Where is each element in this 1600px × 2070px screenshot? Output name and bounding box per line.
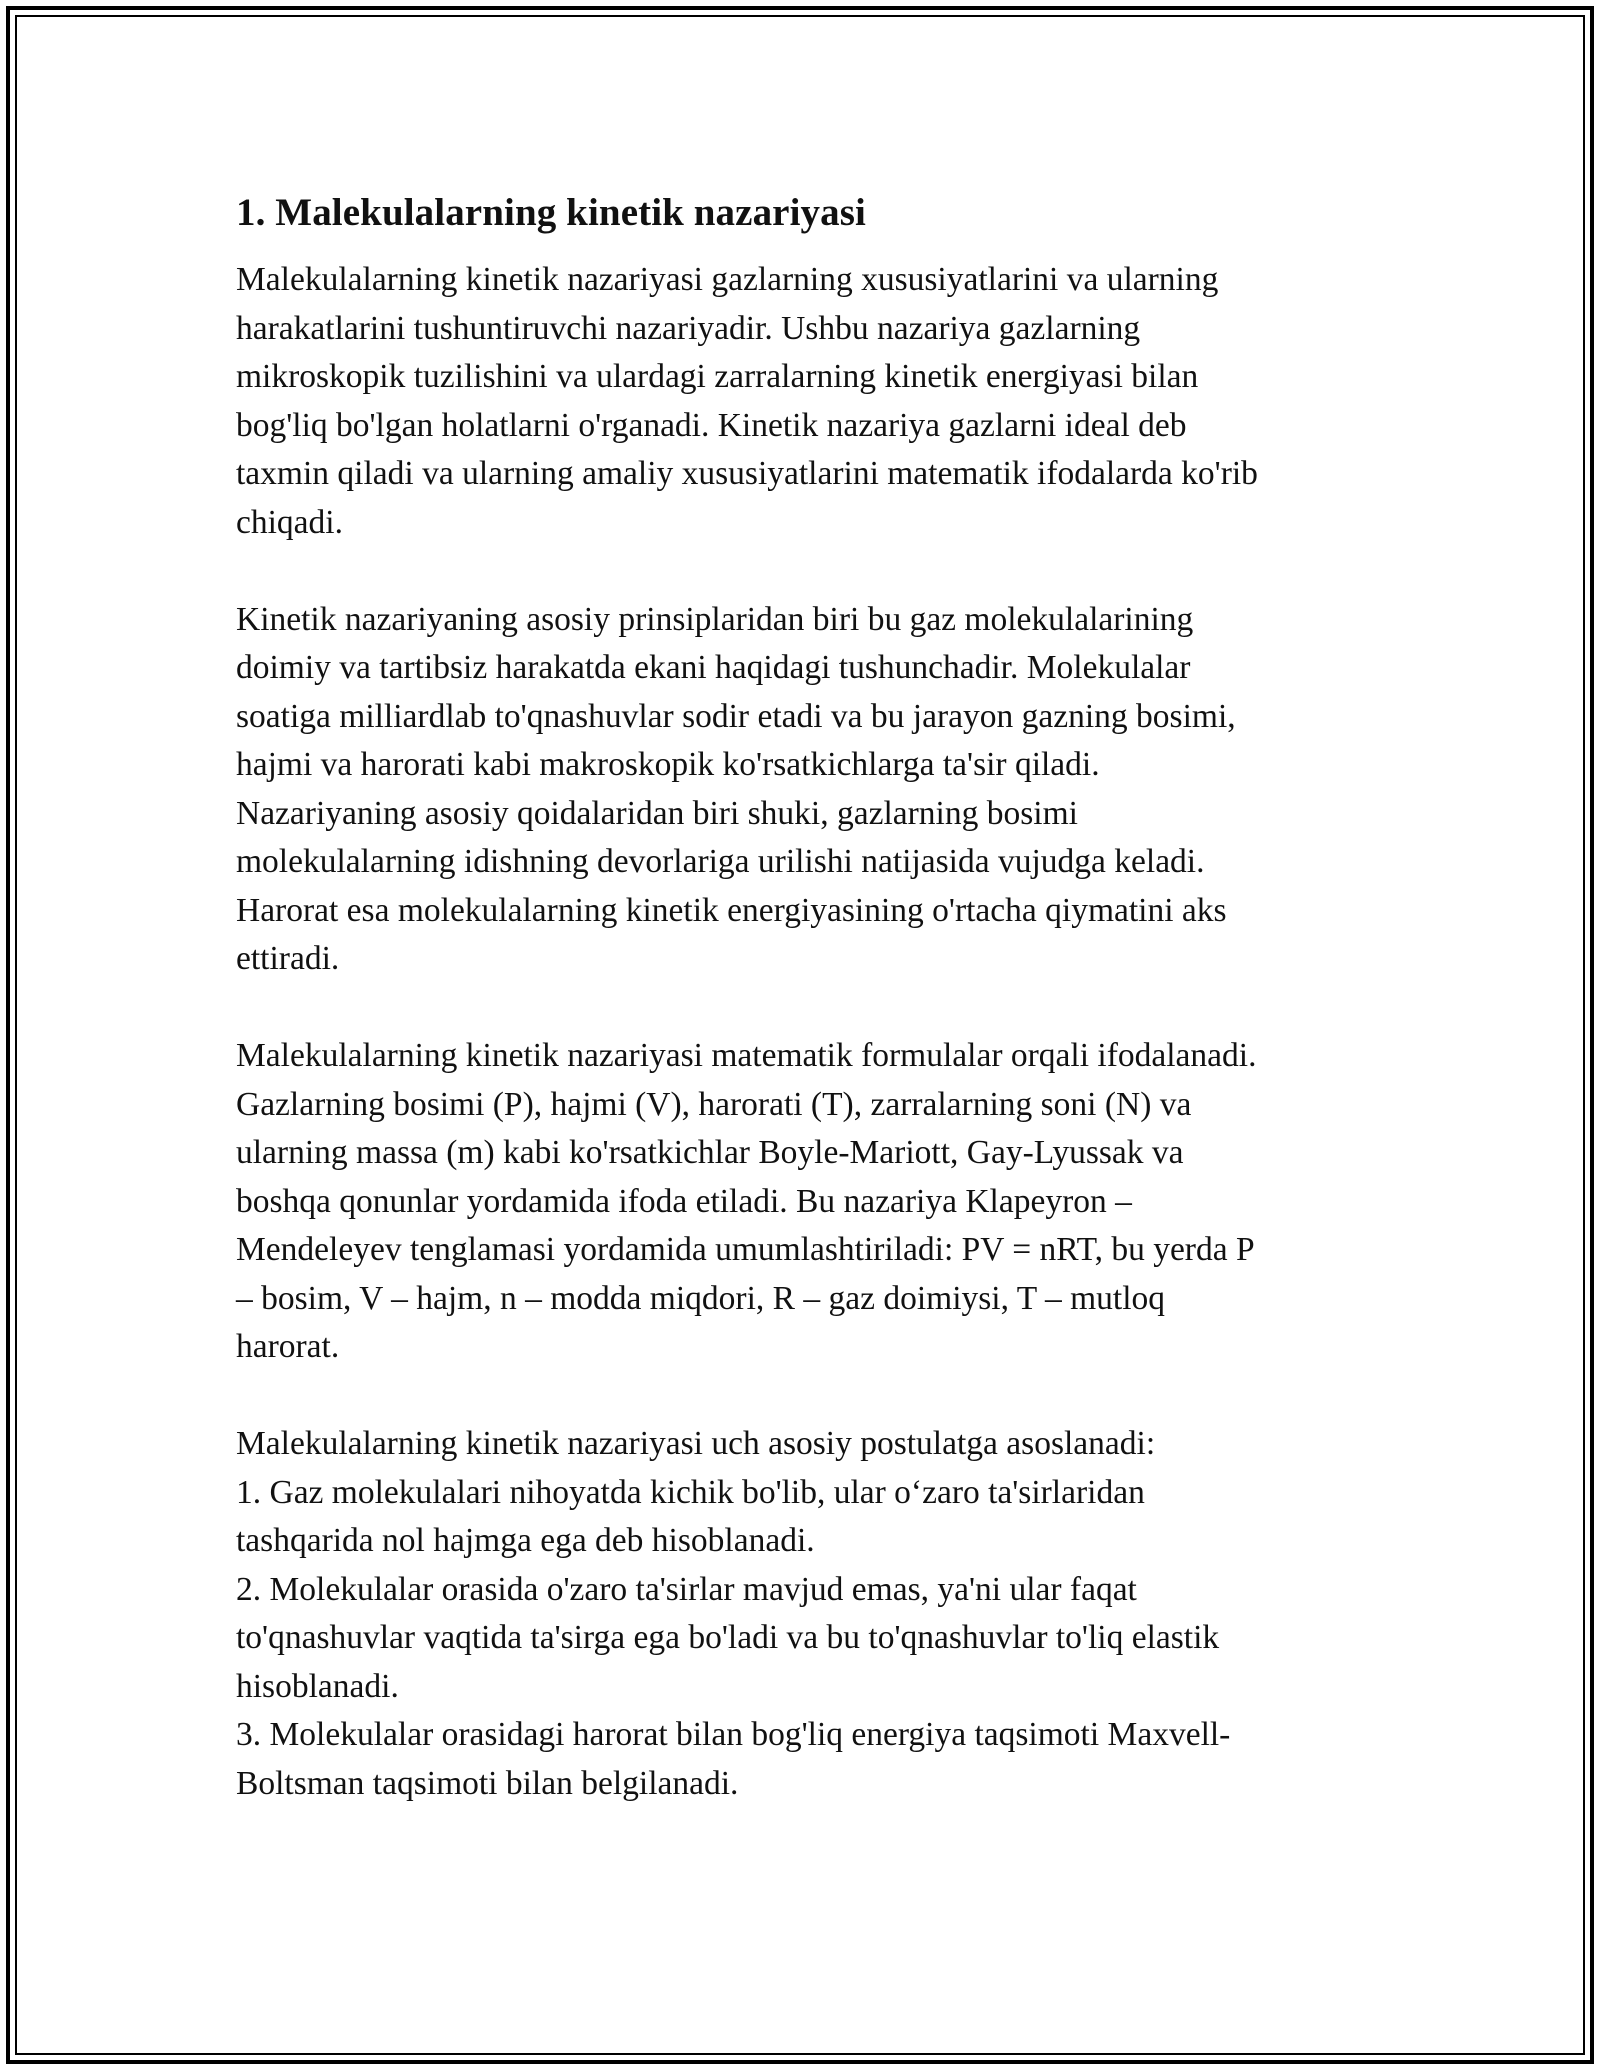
postulate-item-1: 1. Gaz molekulalari nihoyatda kichik bo'lib, ular o‘zaro ta'sirlaridan tashqarida nol hajmga ega deb hisoblanadi. [236,1473,1145,1559]
postulates-list [236,1469,1366,1809]
section-heading: 1. Malekulalarning kinetik nazariyasi [236,191,866,234]
postulates-intro: Malekulalarning kinetik nazariyasi uch asosiy postulatga asoslanadi: [236,1425,1156,1462]
paragraph-formulas: Malekulalarning kinetik nazariyasi matematik formulalar orqali ifodalanadi. Gazlarning bosimi (P), hajmi (V), harorati (T), zarralarning soni (N) va ularning massa (m) kabi ko'rsatkichlar Boyle-Mariott, Gay-Lyussak va boshqa qonunlar yordamida ifoda etiladi. Bu nazariya Klapeyron – Mendeleyev tenglamasi yordamida umumlashtiriladi: PV = nRT, bu yerda P – bosim, V – hajm, n – modda miqdori, R – gaz doimiysi, T – mutloq harorat. [236,1037,1257,1365]
paragraph-intro: Malekulalarning kinetik nazariyasi gazlarning xususiyatlarini va ularning harakatlarini tushuntiruvchi nazariyadir. Ushbu nazariya gazlarning mikroskopik tuzilishini va ulardagi zarralarning kinetik energiyasi bilan bog'liq bo'lgan holatlarni o'rganadi. Kinetik nazariya gazlarni ideal deb taxmin qiladi va ularning amaliy xususiyatlarini matematik ifodalarda ko'rib chiqadi. [236,261,1258,541]
postulate-item-2: 2. Molekulalar orasida o'zaro ta'sirlar mavjud emas, ya'ni ular faqat to'qnashuvlar vaqtida ta'sirga ega bo'ladi va bu to'qnashuvlar to'liq elastik hisoblanadi. [236,1570,1220,1705]
paragraph-principles: Kinetik nazariyaning asosiy prinsiplaridan biri bu gaz molekulalarining doimiy va tartibsiz harakatda ekani haqidagi tushunchadir. Molekulalar soatiga milliardlab to'qnashuvlar sodir etadi va bu jarayon gazning bosimi, hajmi va harorati kabi makroskopik ko'rsatkichlarga ta'sir qiladi. Nazariyaning asosiy qoidalaridan biri shuki, gazlarning bosimi molekulalarning idishning devorlariga urilishi natijasida vujudga keladi. Harorat esa molekulalarning kinetik energiyasining o'rtacha qiymatini aks ettiradi. [236,600,1236,977]
postulate-item-3: 3. Molekulalar orasidagi harorat bilan bog'liq energiya taqsimoti Maxvell- Boltsman taqsimoti bilan belgilanadi. [236,1716,1231,1802]
document-body [236,188,1366,1808]
